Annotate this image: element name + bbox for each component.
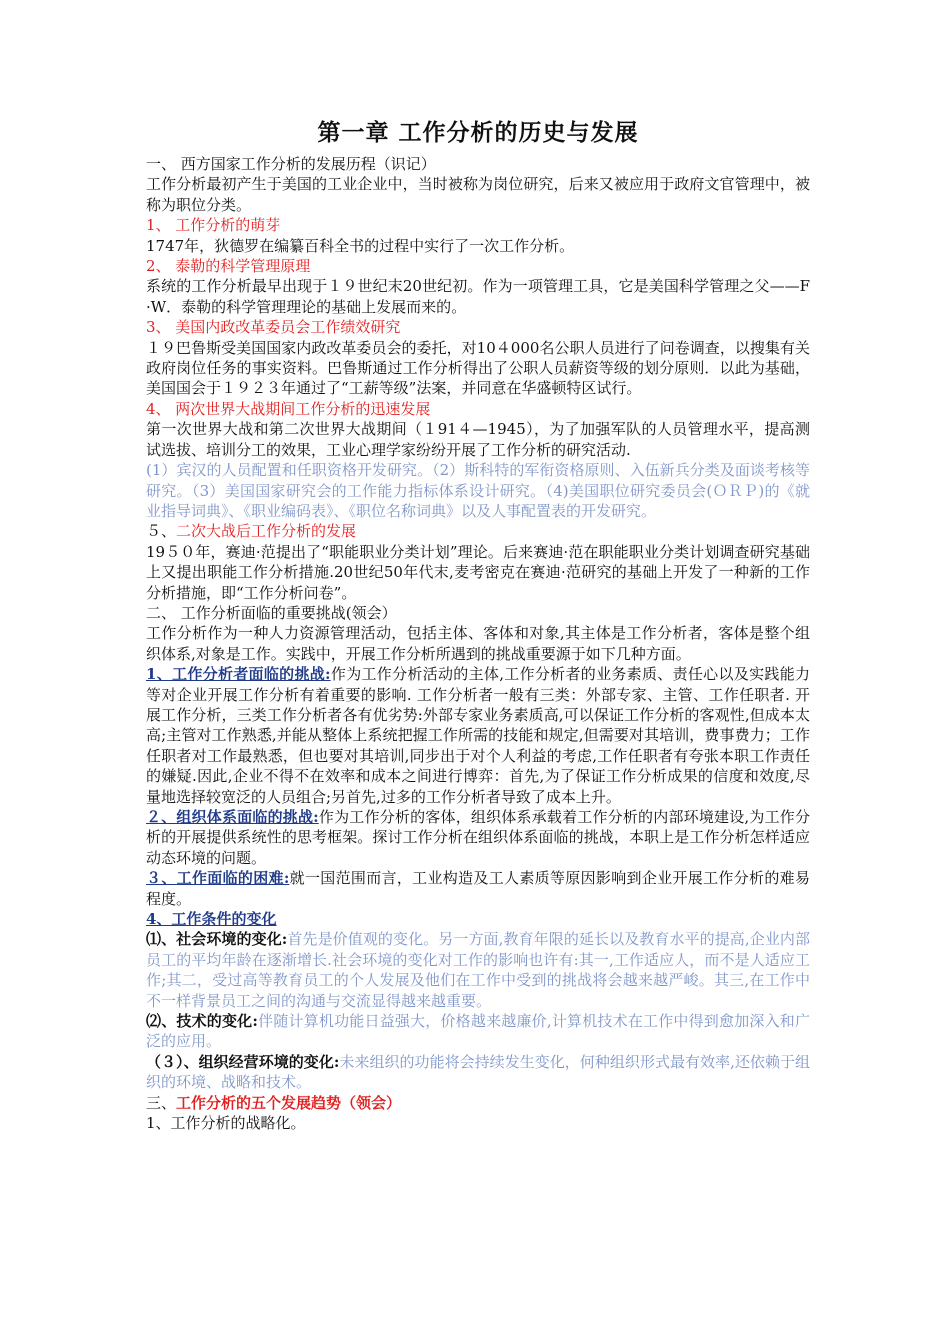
section-number: 三、: [146, 1093, 177, 1112]
paragraph: 1747年，狄德罗在编纂百科全书的过程中实行了一次工作分析。: [146, 236, 575, 255]
subsection-title: 3、 美国内政改革委员会工作绩效研究: [146, 318, 401, 337]
paragraph: [146, 929, 810, 1011]
change-text: 未来组织的功能将会持续发生变化，何种组织形式最有效率,还依赖于组织的环境、战略和技术。: [146, 1052, 810, 1092]
change-title: ⑵、技术的变化:: [146, 1012, 258, 1031]
subsection-title: 2、 泰勒的科学管理原理: [146, 257, 311, 276]
section-heading-1: 一、 西方国家工作分析的发展历程（识记）: [146, 155, 436, 173]
paragraph: [146, 909, 810, 929]
challenge-text: 作为工作分析的客体，组织体系承载着工作分析的内部环境建设,为工作分析的开展提供系统性的思考框架。探讨工作分析在组织体系面临的挑战，本职上是工作分析怎样适应动态环境的问题。: [146, 808, 810, 867]
change-title: ⑴、社会环境的变化:: [146, 930, 288, 949]
challenge-title: ３、工作面临的困难:: [146, 869, 290, 888]
section-heading-2: 二、 工作分析面临的重要挑战(领会）: [146, 603, 397, 622]
change-text: 首先是价值观的变化。另一方面,教育年限的延长以及教育水平的提高,企业内部员工的平均年龄在逐渐增长.社会环境的变化对工作的影响也许有:其一,工作适应人，而不是人适应工作;其二，受过高等教育员工的个人发展及他们在工作中受到的挑战将会越来越严峻。其三,在工作中不一样背景员工之间的沟通与交流显得越来越重要。: [146, 930, 810, 1010]
challenge-title: 1、工作分析者面临的挑战:: [146, 665, 331, 684]
change-text: 伴随计算机功能日益强大，价格越来越廉价,计算机技术在工作中得到愈加深入和广泛的应用。: [146, 1012, 810, 1051]
challenge-title: ２、组织体系面临的挑战:: [146, 808, 319, 826]
paragraph: 19５０年，赛迪·范提出了“职能职业分类计划”理论。后来赛迪·范在职能职业分类计划调查研究基础上又提出职能工作分析措施.20世纪50年代末,麦考密克在赛迪·范研究的基础上开发了一种新的工作分析措施，即“工作分析问卷”。: [146, 542, 810, 602]
paragraph: 1、工作分析的战略化。: [146, 1114, 306, 1133]
section-heading-3: [146, 1093, 810, 1113]
paragraph: 工作分析最初产生于美国的工业企业中，当时被称为岗位研究，后来又被应用于政府文官管理中，被称为职位分类。: [146, 175, 810, 214]
change-title: （３）、组织经营环境的变化:: [146, 1052, 340, 1071]
subsection-title-text: 二次大战后工作分析的发展: [176, 522, 357, 541]
paragraph: 第一次世界大战和第二次世界大战期间（１91４—1945），为了加强军队的人员管理水平，提高测试选拔、培训分工的效果，工业心理学家纷纷开展了工作分析的研究活动.: [146, 420, 810, 459]
highlighted-list: (1）宾汉的人员配置和任职资格开发研究。（2）斯科特的军衔资格原则、入伍新兵分类及面谈考核等研究。（3）美国国家研究会的工作能力指标体系设计研究。（4)美国职位研究委员会(ＯＲＰ)的《就业指导词典》、《职业编码表》、《职位名称词典》以及人事配置表的开发研究。: [146, 461, 810, 520]
section-heading-text: 工作分析的五个发展趋势（领会）: [176, 1093, 402, 1112]
paragraph: [146, 1011, 810, 1052]
challenge-title: 4、工作条件的变化: [146, 910, 277, 929]
subsection-title: [146, 521, 810, 541]
paragraph: １９巴鲁斯受美国国家内政改革委员会的委托，对10４000名公职人员进行了问卷调查，以搜集有关政府岗位任务的事实资料。巴鲁斯通过工作分析得出了公职人员薪资等级的划分原则．以此为基础，美国国会于１９２３年通过了“工薪等级”法案，并同意在华盛顿特区试行。: [146, 338, 810, 398]
challenge-text: 作为工作分析活动的主体,工作分析者的业务素质、责任心以及实践能力等对企业开展工作分析有着重要的影响. 工作分析者一般有三类：外部专家、主管、工作任职者. 开展工作分析，三类工作分析者各有优劣势:外部专家业务素质高,可以保证工作分析的客观性,但成本太高;主管对工作熟悉,并能从整体上系统把握工作所需的技能和规定,但需要对其培训，费事费力；工作任职者对工作最熟悉，但也要对其培训,同步出于对个人利益的考虑,工作任职者有夸张本职工作责任的嫌疑.因此,企业不得不在效率和成本之间进行博弈：首先,为了保证工作分析成果的信度和效度,尽量地选择较宽泛的人员组合;另首先,过多的工作分析者导致了成本上升。: [146, 665, 810, 806]
paragraph: [146, 868, 810, 909]
document-page: [146, 118, 810, 1134]
paragraph: [146, 807, 810, 868]
paragraph: 系统的工作分析最早出现于１９世纪末20世纪初。作为一项管理工具，它是美国科学管理之父——F·W．泰勒的科学管理理论的基础上发展而来的。: [146, 277, 810, 316]
paragraph: [146, 1052, 810, 1093]
subsection-title: 1、 工作分析的萌芽: [146, 216, 281, 235]
challenge-text: 就一国范围而言，工业构造及工人素质等原因影响到企业开展工作分析的难易程度。: [146, 869, 810, 908]
paragraph: 工作分析作为一种人力资源管理活动，包括主体、客体和对象,其主体是工作分析者，客体是整个组织体系,对象是工作。实践中，开展工作分析所遇到的挑战重要源于如下几种方面。: [146, 624, 810, 663]
subsection-title: 4、 两次世界大战期间工作分析的迅速发展: [146, 399, 431, 418]
paragraph: [146, 664, 810, 807]
subsection-number: ５、: [146, 522, 177, 541]
page-title: 第一章 工作分析的历史与发展: [317, 119, 639, 146]
